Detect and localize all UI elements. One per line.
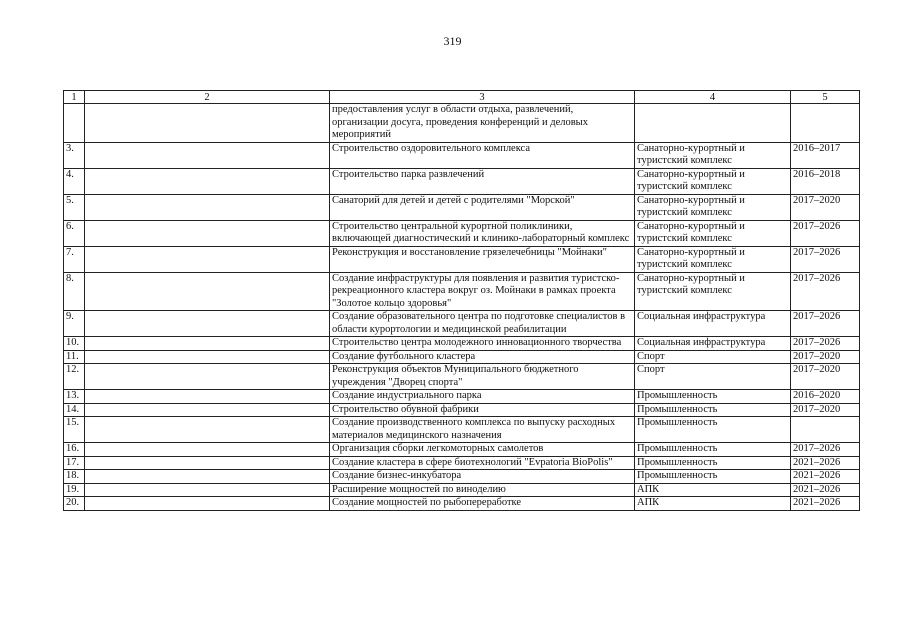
project-years: 2017–2020 — [791, 194, 860, 220]
table-row — [64, 104, 860, 143]
row-column-2 — [85, 104, 330, 143]
project-title: Строительство парка развлечений — [330, 168, 635, 194]
table-row — [64, 417, 860, 443]
project-sector: Социальная инфраструктура — [635, 337, 791, 351]
project-years: 2016–2017 — [791, 142, 860, 168]
header-cell-2: 2 — [85, 91, 330, 104]
header-cell-5: 5 — [791, 91, 860, 104]
project-sector: Промышленность — [635, 390, 791, 404]
header-cell-3: 3 — [330, 91, 635, 104]
project-years: 2017–2020 — [791, 350, 860, 364]
project-title: Санаторий для детей и детей с родителями "Морской" — [330, 194, 635, 220]
row-column-2 — [85, 194, 330, 220]
row-column-2 — [85, 142, 330, 168]
project-sector: Промышленность — [635, 417, 791, 443]
row-column-2 — [85, 337, 330, 351]
table-row — [64, 337, 860, 351]
project-years — [791, 104, 860, 143]
row-number: 8. — [64, 272, 85, 311]
project-years: 2017–2026 — [791, 272, 860, 311]
row-column-2 — [85, 417, 330, 443]
project-sector: Санаторно-курортный и туристский комплекс — [635, 168, 791, 194]
row-number: 11. — [64, 350, 85, 364]
row-number: 15. — [64, 417, 85, 443]
project-sector: Санаторно-курортный и туристский комплекс — [635, 272, 791, 311]
project-sector: Промышленность — [635, 470, 791, 484]
table-row — [64, 497, 860, 511]
table-row — [64, 390, 860, 404]
row-number: 5. — [64, 194, 85, 220]
project-years — [791, 417, 860, 443]
project-years: 2021–2026 — [791, 470, 860, 484]
row-number: 19. — [64, 483, 85, 497]
row-number: 14. — [64, 403, 85, 417]
project-years: 2017–2026 — [791, 220, 860, 246]
project-years: 2021–2026 — [791, 456, 860, 470]
project-sector: АПК — [635, 483, 791, 497]
row-column-2 — [85, 443, 330, 457]
project-years: 2017–2026 — [791, 246, 860, 272]
project-title: Организация сборки легкомоторных самолетов — [330, 443, 635, 457]
project-title: Создание образовательного центра по подготовке специалистов в области курортологии и медицинской реабилитации — [330, 311, 635, 337]
project-title: Строительство оздоровительного комплекса — [330, 142, 635, 168]
row-number: 10. — [64, 337, 85, 351]
table-row — [64, 142, 860, 168]
project-title: Создание мощностей по рыбопереработке — [330, 497, 635, 511]
table-row — [64, 311, 860, 337]
row-number: 9. — [64, 311, 85, 337]
project-title: Строительство центральной курортной поликлиники, включающей диагностический и клинико-лабораторный комплекс — [330, 220, 635, 246]
table-row — [64, 220, 860, 246]
table-row — [64, 272, 860, 311]
project-title: Создание индустриального парка — [330, 390, 635, 404]
table-row — [64, 470, 860, 484]
table-row — [64, 364, 860, 390]
table-row — [64, 483, 860, 497]
project-years: 2017–2020 — [791, 403, 860, 417]
project-sector: Промышленность — [635, 456, 791, 470]
project-sector: Промышленность — [635, 443, 791, 457]
project-years: 2021–2026 — [791, 497, 860, 511]
row-number: 12. — [64, 364, 85, 390]
project-title: предоставления услуг в области отдыха, развлечений, организации досуга, проведения конференций и деловых мероприятий — [330, 104, 635, 143]
table-row — [64, 456, 860, 470]
row-number: 7. — [64, 246, 85, 272]
header-cell-1: 1 — [64, 91, 85, 104]
table-row — [64, 443, 860, 457]
projects-table — [63, 90, 860, 511]
project-sector: Санаторно-курортный и туристский комплекс — [635, 142, 791, 168]
project-years: 2017–2026 — [791, 443, 860, 457]
row-number — [64, 104, 85, 143]
project-years: 2016–2018 — [791, 168, 860, 194]
project-years: 2021–2026 — [791, 483, 860, 497]
row-column-2 — [85, 311, 330, 337]
row-column-2 — [85, 168, 330, 194]
project-sector: Спорт — [635, 350, 791, 364]
header-cell-4: 4 — [635, 91, 791, 104]
table-header-row — [64, 91, 860, 104]
row-column-2 — [85, 220, 330, 246]
project-sector: Санаторно-курортный и туристский комплекс — [635, 246, 791, 272]
row-column-2 — [85, 403, 330, 417]
project-years: 2017–2020 — [791, 364, 860, 390]
table-row — [64, 403, 860, 417]
project-title: Строительство обувной фабрики — [330, 403, 635, 417]
row-column-2 — [85, 246, 330, 272]
row-number: 16. — [64, 443, 85, 457]
table-row — [64, 350, 860, 364]
project-title: Строительство центра молодежного инновационного творчества — [330, 337, 635, 351]
row-column-2 — [85, 350, 330, 364]
table-row — [64, 246, 860, 272]
row-column-2 — [85, 364, 330, 390]
row-number: 4. — [64, 168, 85, 194]
project-sector — [635, 104, 791, 143]
project-years: 2017–2026 — [791, 311, 860, 337]
table-row — [64, 194, 860, 220]
project-title: Создание производственного комплекса по выпуску расходных материалов медицинского назначения — [330, 417, 635, 443]
row-column-2 — [85, 456, 330, 470]
project-sector: Промышленность — [635, 403, 791, 417]
project-years: 2016–2020 — [791, 390, 860, 404]
row-number: 20. — [64, 497, 85, 511]
project-sector: Социальная инфраструктура — [635, 311, 791, 337]
row-number: 3. — [64, 142, 85, 168]
project-sector: АПК — [635, 497, 791, 511]
project-title: Создание бизнес-инкубатора — [330, 470, 635, 484]
project-sector: Спорт — [635, 364, 791, 390]
row-number: 18. — [64, 470, 85, 484]
table-row — [64, 168, 860, 194]
row-column-2 — [85, 483, 330, 497]
row-number: 6. — [64, 220, 85, 246]
row-column-2 — [85, 470, 330, 484]
project-title: Расширение мощностей по виноделию — [330, 483, 635, 497]
row-number: 13. — [64, 390, 85, 404]
project-title: Создание инфраструктуры для появления и развития туристско-рекреационного кластера вокруг оз. Мойнаки в рамках проекта "Золотое кольцо здоровья" — [330, 272, 635, 311]
project-sector: Санаторно-курортный и туристский комплекс — [635, 194, 791, 220]
project-title: Реконструкция объектов Муниципального бюджетного учреждения "Дворец спорта" — [330, 364, 635, 390]
project-title: Реконструкция и восстановление грязелечебницы "Мойнаки" — [330, 246, 635, 272]
project-sector: Санаторно-курортный и туристский комплекс — [635, 220, 791, 246]
row-column-2 — [85, 272, 330, 311]
row-column-2 — [85, 390, 330, 404]
project-title: Создание кластера в сфере биотехнологий "Evpatoria BioPolis" — [330, 456, 635, 470]
row-number: 17. — [64, 456, 85, 470]
project-years: 2017–2026 — [791, 337, 860, 351]
row-column-2 — [85, 497, 330, 511]
page-number: 319 — [443, 34, 462, 48]
project-title: Создание футбольного кластера — [330, 350, 635, 364]
